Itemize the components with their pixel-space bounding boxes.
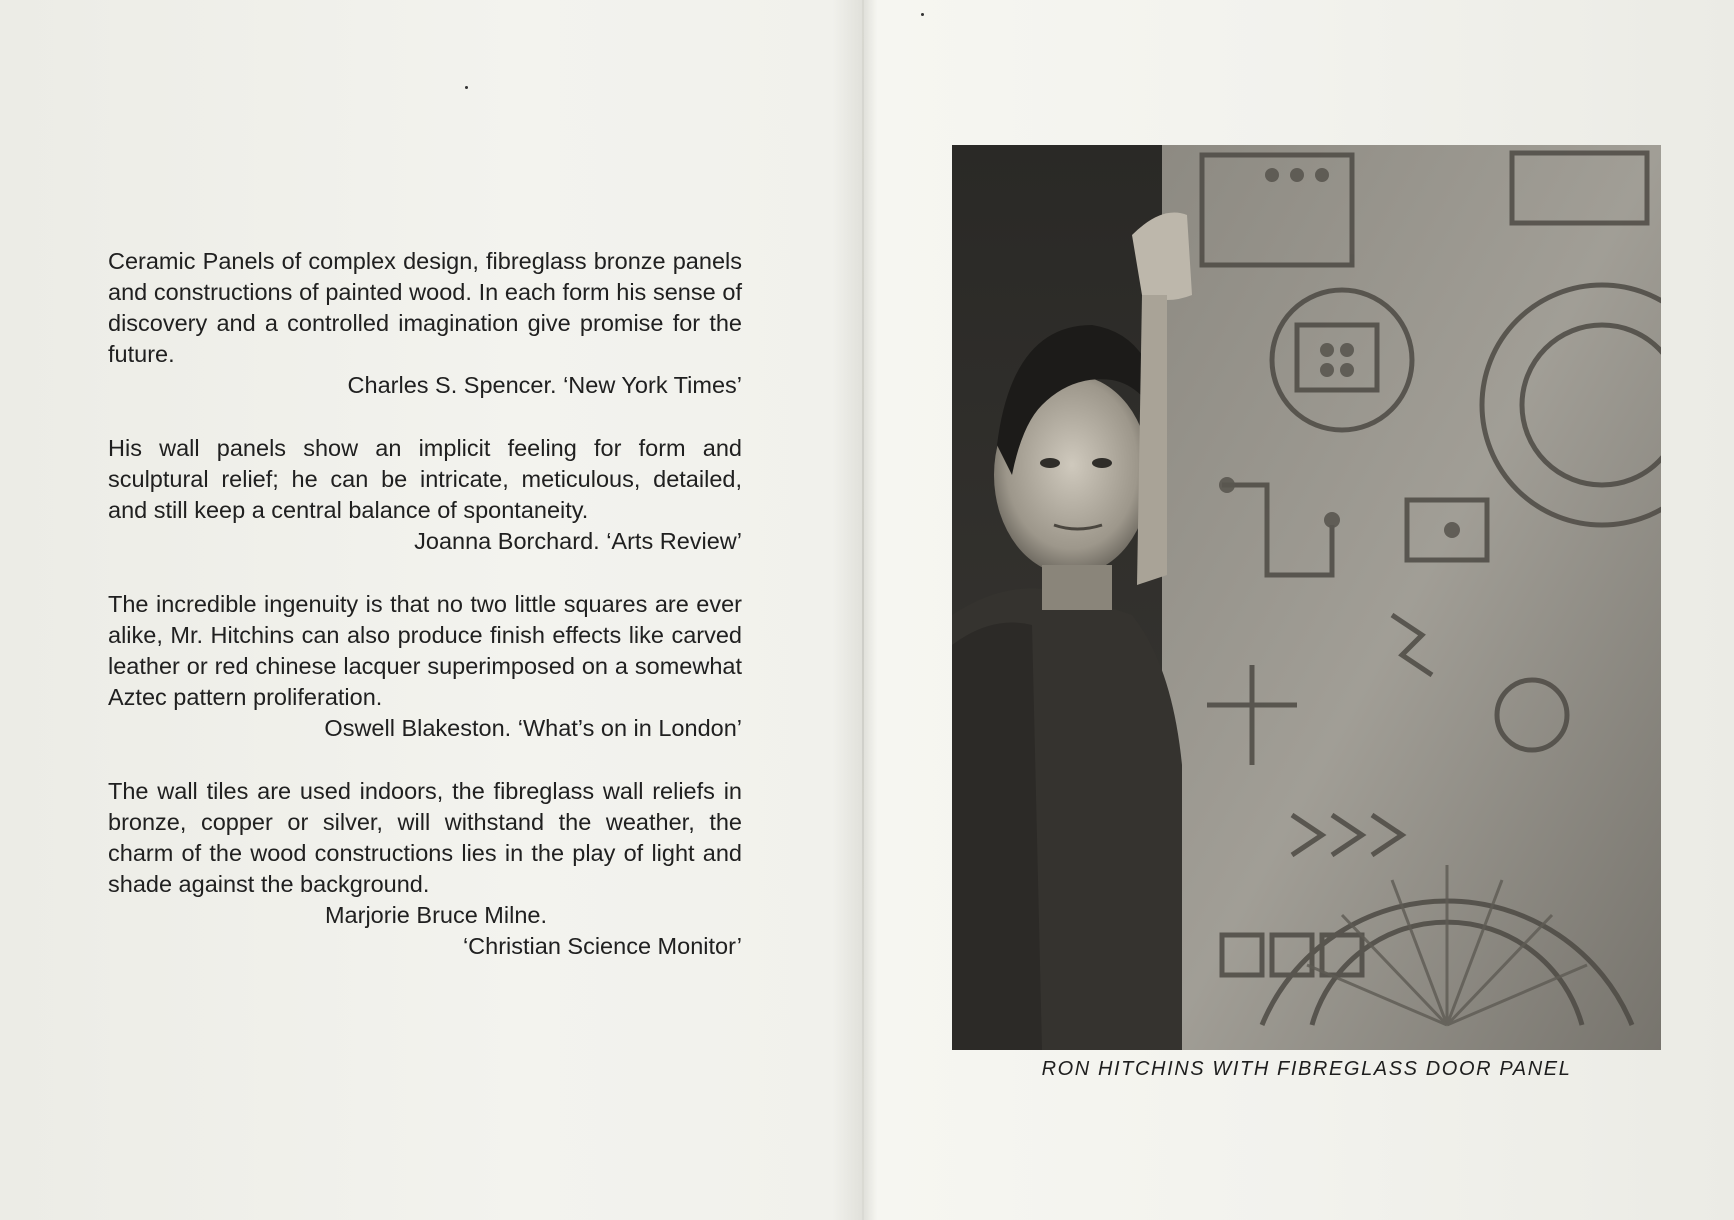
attribution-line: Charles S. Spencer. ‘New York Times’: [347, 372, 742, 398]
door-panel: [1162, 145, 1661, 1050]
artist-photo: [952, 145, 1661, 1050]
paper-speck: [921, 13, 924, 16]
photo-illustration: [952, 145, 1661, 1050]
quote-attribution: [108, 526, 742, 557]
review-quotes: [108, 246, 742, 994]
quote-block: [108, 589, 742, 744]
center-fold: [862, 0, 864, 1220]
quote-attribution: [108, 713, 742, 744]
paper-speck: [465, 86, 468, 89]
quote-block: [108, 433, 742, 557]
quote-text: Ceramic Panels of complex design, fibreglass bronze panels and constructions of painted wood. In each form his sense of discovery and a controlled imagination give promise for the future.: [108, 248, 742, 367]
quote-block: [108, 246, 742, 401]
quote-text: His wall panels show an implicit feeling for form and sculptural relief; he can be intricate, meticulous, detailed, and still keep a central balance of spontaneity.: [108, 435, 742, 523]
quote-text: The incredible ingenuity is that no two little squares are ever alike, Mr. Hitchins can also produce finish effects like carved leather or red chinese lacquer superimposed on a somewhat Aztec pattern proliferation.: [108, 591, 742, 710]
attribution-line: ‘Christian Science Monitor’: [462, 933, 742, 959]
photo-caption: RON HITCHINS WITH FIBREGLASS DOOR PANEL: [1041, 1058, 1572, 1080]
attribution-line: Marjorie Bruce Milne.: [324, 902, 547, 928]
quote-attribution: [108, 900, 742, 962]
attribution-line: Oswell Blakeston. ‘What’s on in London’: [324, 715, 742, 741]
attribution-line: Joanna Borchard. ‘Arts Review’: [414, 528, 742, 554]
quote-attribution: [108, 370, 742, 401]
quote-text: The wall tiles are used indoors, the fibreglass wall reliefs in bronze, copper or silver, will withstand the weather, the charm of the wood constructions lies in the play of light and shade against the background.: [108, 778, 742, 897]
quote-block: [108, 776, 742, 962]
